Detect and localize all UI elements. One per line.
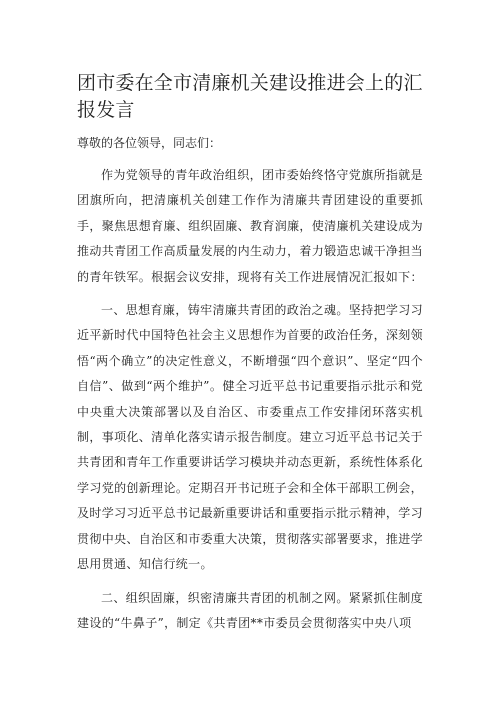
document-body xyxy=(77,163,423,644)
salutation: 尊敬的各位领导，同志们： xyxy=(77,136,222,150)
paragraph-intro: 作为党领导的青年政治组织，团市委始终恪守党旗所指就是团旗所向，把清廉机关创建工作作为清廉共青团建设的重要抓手，聚焦思想育廉、组织固廉、教育润廉，使清廉机关建设成为推动共青团工作高质量发展的内生动力，着力锻造忠诚干净担当的青年铁军。根据会议安排，现将有关工作进展情况汇报如下： xyxy=(77,168,423,284)
document-title: 团市委在全市清廉机关建设推进会上的汇报发言 xyxy=(77,72,423,121)
paragraph-section-one: 一、思想育廉，铸牢清廉共青团的政治之魂。坚持把学习习近平新时代中国特色社会主义思想作为首要的政治任务，深刻领悟“两个确立”的决定性意义，不断增强“四个意识”、坚定“四个自信”、做到“两个维护”。健全习近平总书记重要指示批示和党中央重大决策部署以及自治区、市委重点工作安排闭环落实机制，事项化、清单化落实请示报告制度。建立习近平总书记关于共青团和青年工作重要讲话学习模块并动态更新，系统性体系化学习党的创新理论。定期召开书记班子会和全体干部职工例会，及时学习习近平总书记最新重要讲话和重要指示批示精神，学习贯彻中央、自治区和市委重大决策，贯彻落实部署要求，推进学思用贯通、知信行统一。 xyxy=(77,303,423,572)
paragraph-section-two: 二、组织固廉，织密清廉共青团的机制之网。紧紧抓住制度建设的“牛鼻子”，制定《共青团**市委员会贯彻落实中央八项 xyxy=(77,590,423,630)
